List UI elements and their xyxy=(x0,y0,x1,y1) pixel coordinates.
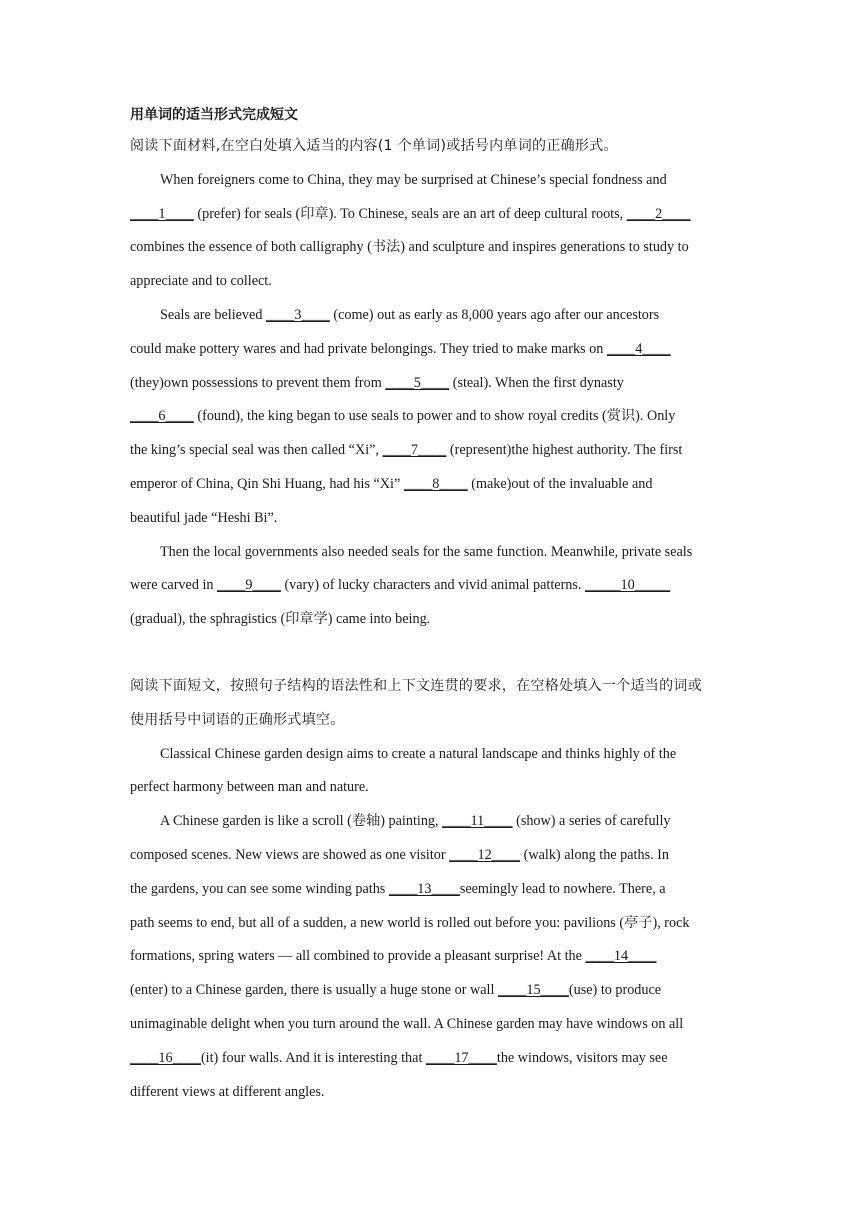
text-segment: the windows, visitors may see xyxy=(496,1049,668,1066)
text-segment: seemingly lead to nowhere. There, a xyxy=(459,880,666,897)
text-line xyxy=(130,468,730,502)
passage-seals xyxy=(130,164,730,637)
text-segment: Then the local governments also needed seals for the same function. Meanwhile, private seals xyxy=(160,543,693,560)
answer-blank[interactable]: ____14____ xyxy=(585,948,657,965)
text-segment: the gardens, you can see some winding paths xyxy=(130,880,389,897)
text-line xyxy=(130,536,730,570)
text-segment: the king’s special seal was then called “Xi”, xyxy=(130,442,383,459)
text-segment: combines the essence of both calligraphy (书法) and sculpture and inspires generations to study to xyxy=(130,239,689,256)
text-line xyxy=(130,1042,730,1076)
text-segment: A Chinese garden is like a scroll (卷轴) painting, xyxy=(160,813,443,830)
text-segment: (it) four walls. And it is interesting that xyxy=(200,1049,426,1066)
text-line xyxy=(130,299,730,333)
text-line xyxy=(130,907,730,941)
text-line xyxy=(130,333,730,367)
answer-blank[interactable]: _____10_____ xyxy=(585,577,671,594)
text-line xyxy=(130,839,730,873)
document-page xyxy=(130,100,730,1109)
text-line xyxy=(130,434,730,468)
text-segment: composed scenes. New views are showed as one visitor xyxy=(130,846,450,863)
text-segment: (use) to produce xyxy=(568,982,662,999)
text-segment: (enter) to a Chinese garden, there is usually a huge stone or wall xyxy=(130,982,498,999)
text-segment: path seems to end, but all of a sudden, a new world is rolled out before you: pavilions (亭子), rock xyxy=(130,914,690,931)
answer-blank[interactable]: ____9____ xyxy=(217,577,281,594)
text-segment: Classical Chinese garden design aims to create a natural landscape and thinks highly of the xyxy=(160,745,677,762)
text-line xyxy=(130,569,730,603)
text-segment: (gradual), the sphragistics (印章学) came into being. xyxy=(130,611,431,628)
instruction-line: 阅读下面短文，按照句子结构的语法性和上下文连贯的要求，在空格处填入一个适当的词或 xyxy=(130,677,702,694)
text-segment: (steal). When the first dynasty xyxy=(449,374,624,391)
text-line xyxy=(130,367,730,401)
text-segment: (come) out as early as 8,000 years ago after our ancestors xyxy=(329,306,660,323)
text-segment: (make)out of the invaluable and xyxy=(467,475,653,492)
answer-blank[interactable]: ____6____ xyxy=(130,408,194,425)
text-segment: were carved in xyxy=(130,577,218,594)
text-segment: beautiful jade “Heshi Bi”. xyxy=(130,509,278,526)
text-line xyxy=(130,603,730,637)
text-segment: (walk) along the paths. In xyxy=(520,846,670,863)
text-segment: emperor of China, Qin Shi Huang, had his “Xi” xyxy=(130,475,404,492)
text-segment: different views at different angles. xyxy=(130,1083,325,1100)
answer-blank[interactable]: ____8____ xyxy=(403,475,468,492)
text-segment: (they)own possessions to prevent them from xyxy=(130,374,386,391)
text-line xyxy=(130,1008,730,1042)
answer-blank[interactable]: ____11____ xyxy=(442,813,513,830)
text-line xyxy=(130,400,730,434)
text-segment: could make pottery wares and had private belongings. They tried to make marks on xyxy=(130,340,607,357)
text-line xyxy=(130,940,730,974)
text-line xyxy=(130,974,730,1008)
text-line xyxy=(130,771,730,805)
text-segment: (represent)the highest authority. The first xyxy=(446,442,683,459)
section-instruction: 阅读下面材料,在空白处填入适当的内容(1 个单词)或括号内单词的正确形式。 xyxy=(130,138,618,154)
text-segment: (vary) of lucky characters and vivid animal patterns. xyxy=(280,577,586,594)
text-segment: unimaginable delight when you turn around the wall. A Chinese garden may have windows on all xyxy=(130,1015,684,1032)
text-line xyxy=(130,1076,730,1110)
text-segment: When foreigners come to China, they may be surprised at Chinese’s special fondness and xyxy=(160,171,667,188)
answer-blank[interactable]: ____1____ xyxy=(130,205,194,222)
answer-blank[interactable]: ____3____ xyxy=(265,306,330,323)
section-title: 用单词的适当形式完成短文 xyxy=(130,107,298,123)
answer-blank[interactable]: ____5____ xyxy=(385,374,450,391)
answer-blank[interactable]: ____7____ xyxy=(382,442,447,459)
text-line xyxy=(130,231,730,265)
answer-blank[interactable]: ____17____ xyxy=(425,1049,497,1066)
text-segment: perfect harmony between man and nature. xyxy=(130,779,369,796)
text-segment: (found), the king began to use seals to power and to show royal credits (赏识). Only xyxy=(193,408,676,425)
text-line xyxy=(130,873,730,907)
text-line xyxy=(130,502,730,536)
text-line xyxy=(130,265,730,299)
text-line xyxy=(130,164,730,198)
instruction-line: 使用括号中词语的正确形式填空。 xyxy=(130,711,345,728)
answer-blank[interactable]: ____16____ xyxy=(130,1049,201,1066)
text-line xyxy=(130,198,730,232)
text-segment: Seals are believed xyxy=(160,306,266,323)
text-segment: appreciate and to collect. xyxy=(130,273,272,290)
text-segment: (prefer) for seals (印章). To Chinese, seals are an art of deep cultural roots, xyxy=(193,205,627,222)
answer-blank[interactable]: ____4____ xyxy=(606,340,671,357)
text-line xyxy=(130,738,730,772)
text-segment: formations, spring waters — all combined to provide a pleasant surprise! At the xyxy=(130,948,586,965)
answer-blank[interactable]: ____12____ xyxy=(449,846,521,863)
text-line xyxy=(130,805,730,839)
answer-blank[interactable]: ____13____ xyxy=(388,880,460,897)
passage-garden xyxy=(130,738,730,1110)
answer-blank[interactable]: ____15____ xyxy=(497,982,569,999)
text-segment: (show) a series of carefully xyxy=(512,813,671,830)
answer-blank[interactable]: ____2____ xyxy=(626,205,691,222)
